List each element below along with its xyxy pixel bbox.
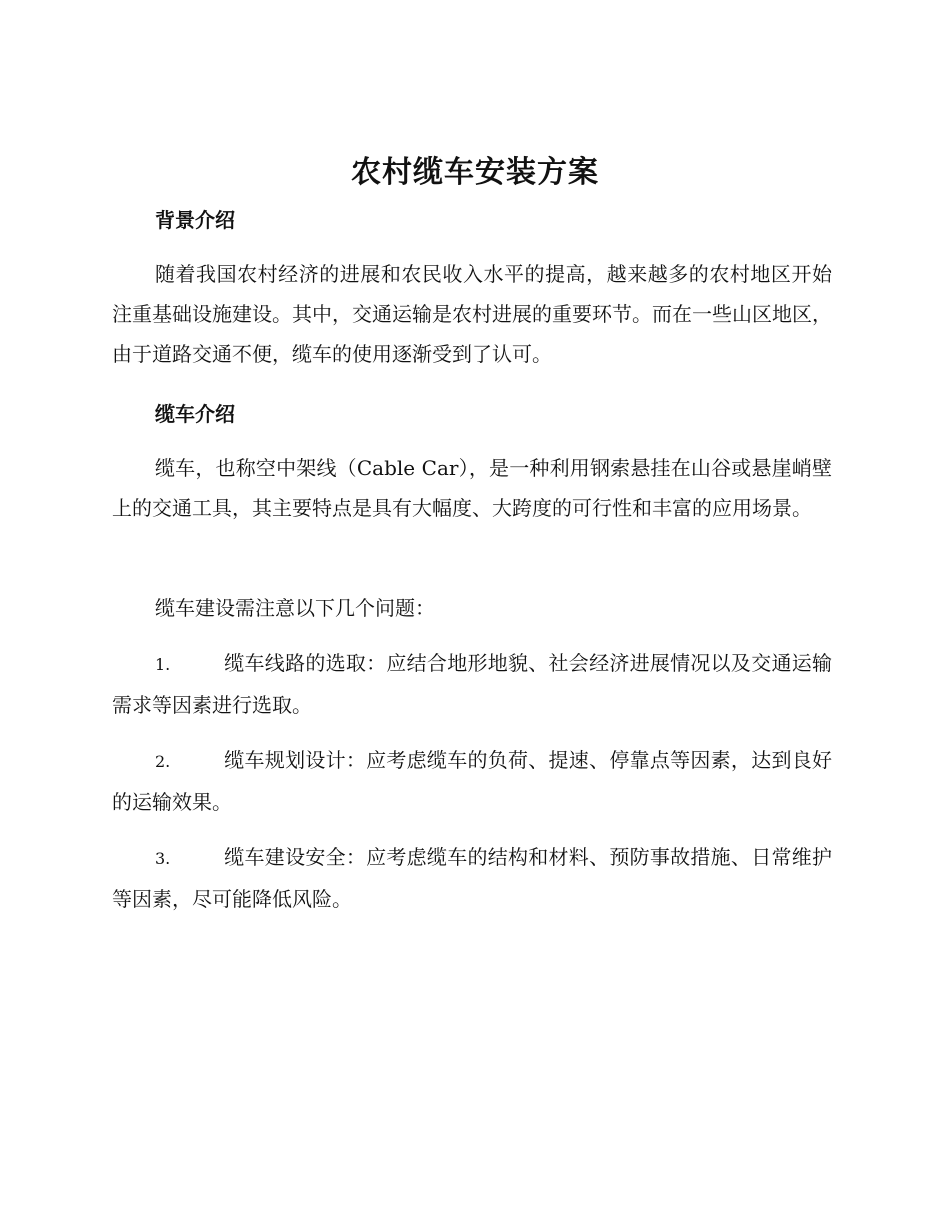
list-item xyxy=(112,643,832,725)
list-item-number: 2. xyxy=(155,752,171,771)
list-item-number: 3. xyxy=(155,849,171,868)
background-paragraph: 随着我国农村经济的进展和农民收入水平的提高，越来越多的农村地区开始注重基础设施建设。其中，交通运输是农村进展的重要环节。而在一些山区地区，由于道路交通不便，缆车的使用逐渐受到了认可。 xyxy=(112,262,832,366)
issues-intro-line: 缆车建设需注意以下几个问题： xyxy=(155,596,435,620)
section-heading-background: 背景介绍 xyxy=(155,208,235,232)
list-item-text: 缆车建设安全：应考虑缆车的结构和材料、预防事故措施、日常维护等因素，尽可能降低风险。 xyxy=(112,845,832,911)
section-heading-cable-car: 缆车介绍 xyxy=(155,402,235,426)
list-item xyxy=(112,837,832,919)
list-item-number: 1. xyxy=(155,655,171,674)
list-item-text: 缆车规划设计：应考虑缆车的负荷、提速、停靠点等因素，达到良好的运输效果。 xyxy=(112,748,832,814)
document-title: 农村缆车安装方案 xyxy=(351,155,599,190)
cable-car-paragraph: 缆车，也称空中架线（Cable Car），是一种利用钢索悬挂在山谷或悬崖峭壁上的交通工具，其主要特点是具有大幅度、大跨度的可行性和丰富的应用场景。 xyxy=(112,456,832,520)
list-item-text: 缆车线路的选取：应结合地形地貌、社会经济进展情况以及交通运输需求等因素进行选取。 xyxy=(112,651,832,717)
list-item xyxy=(112,740,832,822)
